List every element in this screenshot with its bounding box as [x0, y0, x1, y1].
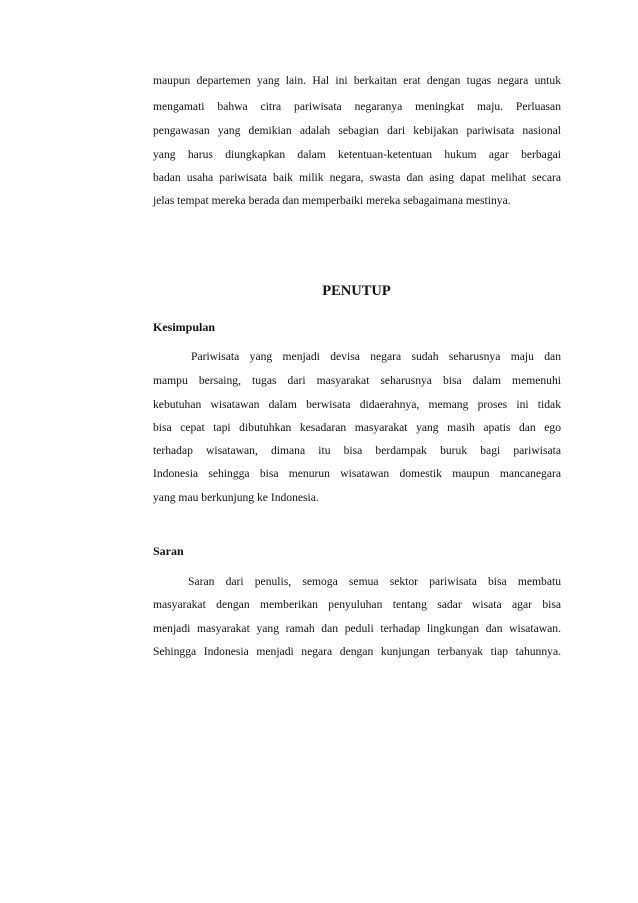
- conclusion-line-4: bisa cepat tapi dibutuhkan kesadaran masyarakat yang masih apatis dan ego: [153, 421, 561, 434]
- intro-line-4: yang harus diungkapkan dalam ketentuan-ketentuan hukum agar berbagai: [153, 148, 561, 161]
- suggestion-line-3: menjadi masyarakat yang ramah dan peduli terhadap lingkungan dan wisatawan.: [153, 622, 561, 635]
- intro-line-1: maupun departemen yang lain. Hal ini berkaitan erat dengan tugas negara untuk: [153, 74, 561, 87]
- conclusion-line-2: mampu bersaing, tugas dari masyarakat seharusnya bisa dalam memenuhi: [153, 374, 561, 387]
- suggestion-line-4: Sehingga Indonesia menjadi negara dengan kunjungan terbanyak tiap tahunnya.: [153, 645, 561, 658]
- suggestion-line-1: Saran dari penulis, semoga semua sektor pariwisata bisa membatu: [188, 575, 561, 588]
- chapter-title: PENUTUP: [322, 283, 391, 299]
- intro-line-3: pengawasan yang demikian adalah sebagian dari kebijakan pariwisata nasional: [153, 124, 561, 137]
- intro-line-5: badan usaha pariwisata baik milik negara, swasta dan asing dapat melihat secara: [153, 171, 561, 184]
- conclusion-line-3: kebutuhan wisatawan dalam berwisata didaerahnya, memang proses ini tidak: [153, 398, 561, 411]
- conclusion-heading: Kesimpulan: [153, 320, 216, 334]
- intro-line-2: mengamati bahwa citra pariwisata negaranya meningkat maju. Perluasan: [153, 100, 561, 113]
- conclusion-line-7: yang mau berkunjung ke Indonesia.: [153, 491, 319, 504]
- conclusion-line-5: terhadap wisatawan, dimana itu bisa berdampak buruk bagi pariwisata: [153, 444, 561, 457]
- suggestion-line-2: masyarakat dengan memberikan penyuluhan tentang sadar wisata agar bisa: [153, 598, 561, 611]
- suggestion-heading: Saran: [153, 544, 184, 558]
- conclusion-line-1: Pariwisata yang menjadi devisa negara sudah seharusnya maju dan: [191, 350, 561, 363]
- conclusion-line-6: Indonesia sehingga bisa menurun wisatawan domestik maupun mancanegara: [153, 467, 561, 480]
- intro-line-6: jelas tempat mereka berada dan memperbaiki mereka sebagaimana mestinya.: [153, 194, 511, 207]
